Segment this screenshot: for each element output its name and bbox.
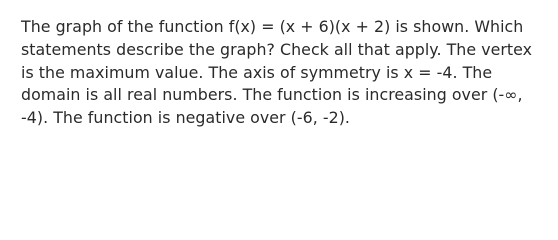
question-text: The graph of the function f(x) = (x + 6)(x + 2) is shown. Which statements describe the graph? Check all that apply. The vertex is the maximum value. The axis of symmetry is x = -4. The domain is all real numbers. The function is increasing over (-∞, -4). The function is negative over (-6, -2). <box>21 17 533 128</box>
